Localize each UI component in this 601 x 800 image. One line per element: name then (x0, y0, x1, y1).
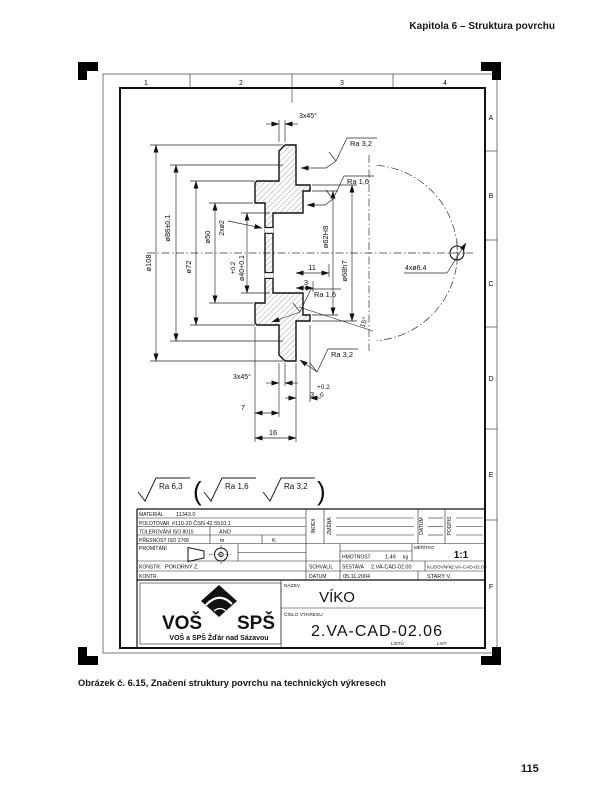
chapter-header: Kapitola 6 – Struktura povrchu (409, 21, 555, 32)
nazev-value: VÍKO (319, 589, 355, 606)
frame-col-4: 4 (443, 80, 447, 87)
listu-label: LISTŮ (391, 641, 404, 646)
frame-row-c: C (488, 281, 494, 288)
bolt-holes-label: 4xø6.4 (405, 265, 427, 272)
dim-len3: 3 (303, 278, 309, 287)
school-logo (162, 585, 275, 642)
dim-depth-zero: 0 (320, 392, 324, 399)
dim-chamfer-bottom: 3x45° (233, 374, 251, 381)
polotovar-label: POLOTOVAR (139, 520, 170, 527)
dim-len7: 7 (240, 403, 246, 412)
dim-depth-val: 3 (310, 390, 315, 399)
summary-b: Ra 3,2 (284, 482, 308, 491)
presnost-m: m (219, 537, 225, 544)
konstr-label: KONSTR. (139, 564, 162, 571)
schvalil-label: SCHVÁLIL (309, 564, 334, 571)
frame-col-3: 3 (340, 80, 344, 87)
hmotnost-label: HMOTNOST (342, 554, 371, 561)
dim-depth-plus: +0.2 (317, 384, 330, 391)
roughness-summary (138, 476, 326, 506)
summary-paren-open: ( (193, 476, 202, 506)
meritko-label: MĚŘÍTKO (414, 545, 435, 550)
dim-angle: 15° (359, 316, 370, 329)
summary-paren-close: ) (317, 476, 326, 506)
title-block (137, 509, 487, 648)
dim-d50: ø50 (203, 230, 212, 244)
figure-caption: Obrázek č. 6.15, Značení struktury povrchu na technických výkresech (78, 678, 386, 688)
datum-value: 05.11.2004 (343, 573, 371, 580)
tolerovani-value: ANO (219, 529, 231, 536)
frame-row-a: A (488, 115, 494, 122)
hmotnost-unit: kg (403, 554, 409, 561)
ra-mid: Ra 1,6 (314, 290, 337, 299)
frame-col-1: 1 (144, 80, 148, 87)
konstr-value: POKORNÝ Z. (165, 564, 199, 571)
frame-row-f: F (488, 584, 494, 591)
kusovnik-label: KUSOVNÍK (427, 565, 452, 571)
rev-index-label: INDEX (311, 518, 317, 534)
tolerovani-label: TOLEROVÁNÍ ISO 8015 (139, 529, 194, 536)
rev-datum-label: DATUM (419, 517, 425, 535)
summary-a: Ra 1,6 (225, 482, 249, 491)
page-number: 115 (521, 763, 539, 775)
dim-len16: 16 (268, 428, 278, 437)
dim-len11: 11 (308, 263, 316, 272)
logo-sps: SPŠ (236, 613, 276, 634)
dim-chamfer-top: 3x45° (299, 113, 317, 120)
polotovar-value: #110-20 ČSN 42 5510.1 (172, 520, 231, 527)
stary-value: STARÝ V. (427, 573, 452, 580)
logo-vos: VOŠ (161, 613, 203, 634)
nazev-label: NÁZEV (284, 584, 300, 589)
frame-row-b: B (488, 193, 494, 200)
frame-col-2: 2 (239, 80, 243, 87)
summary-main: Ra 6,3 (159, 482, 183, 491)
cislo-label: ČÍSLO VÝKRESU (284, 613, 323, 618)
presnost-label: PŘESNOST ISO 2768 (139, 537, 189, 544)
dim-d88: ø88±0.1 (163, 214, 172, 242)
ra-bottom: Ra 3,2 (331, 350, 354, 359)
rev-zmena-label: ZMĚNA (327, 517, 333, 535)
material-value: 11343.0 (176, 512, 196, 518)
frame-row-d: D (488, 376, 494, 383)
dim-holes-small: 2xø2 (219, 220, 226, 236)
dim-d68: ø68h7 (340, 260, 349, 282)
dimensions (144, 112, 373, 442)
logo-subtitle: VOŠ a SPŠ Žďár nad Sázavou (169, 635, 269, 642)
logo-diamond-icon (201, 585, 237, 617)
meritko-value: 1:1 (453, 550, 469, 561)
dim-d72: ø72 (184, 260, 193, 274)
ra-upper: Ra 1,6 (347, 177, 370, 186)
list-label: LIST (437, 641, 447, 646)
kontr-label: KONTR. (139, 573, 158, 580)
promitani-label: PROMÍTÁNÍ (139, 546, 167, 552)
sestava-value: 2.VA-CAD-02.00 (371, 564, 412, 571)
dim-d40-upper: +0.2 (230, 261, 237, 275)
datum-label: DATUM (309, 573, 327, 580)
hmotnost-value: 1,49 (385, 554, 396, 561)
kusovnik-value: 2.VA-CAD-02.00 (451, 565, 487, 571)
presnost-k: K (272, 537, 276, 544)
dim-d40: ø40+0.1 (239, 255, 246, 281)
ra-top: Ra 3,2 (350, 139, 373, 148)
rev-podpis-label: PODPIS (447, 516, 453, 536)
sestava-label: SESTAVA (342, 564, 364, 571)
frame-row-e: E (488, 472, 494, 479)
cislo-value: 2.VA-CAD-02.06 (311, 623, 443, 640)
dim-d108: ø108 (144, 254, 153, 272)
dim-d62: ø62H8 (321, 225, 330, 249)
material-label: MATERIÁL (139, 512, 164, 518)
